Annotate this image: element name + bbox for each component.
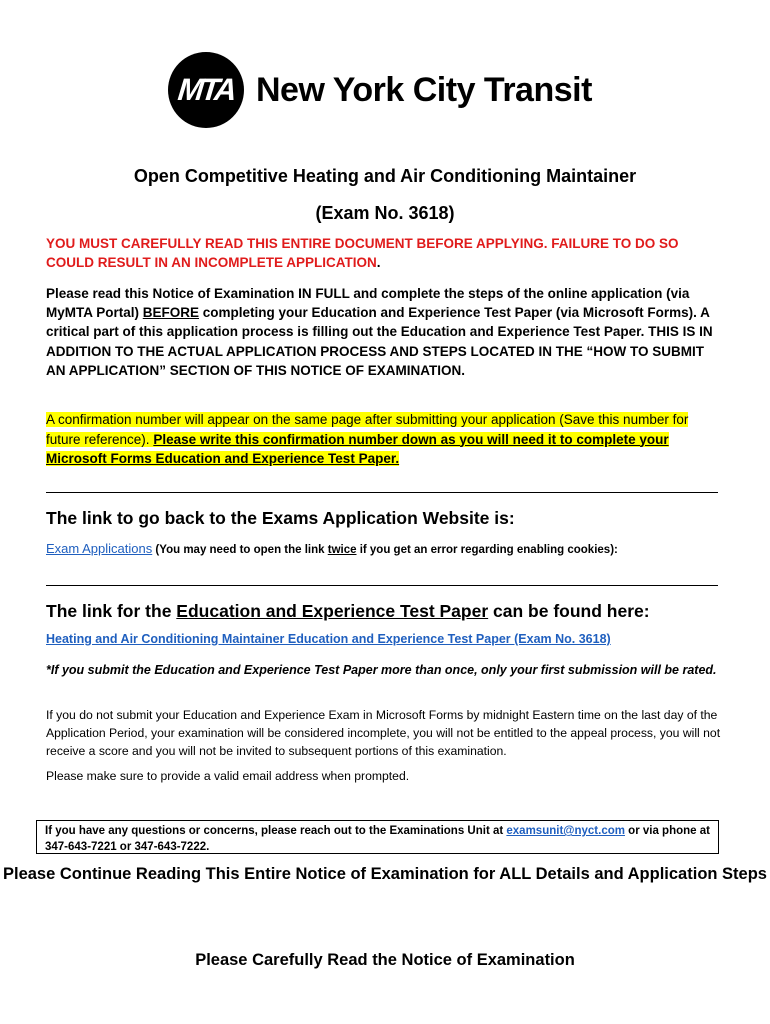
warning-text: YOU MUST CAREFULLY READ THIS ENTIRE DOCUMENT BEFORE APPLYING. FAILURE TO DO SO COULD RESULT IN AN INCOMPLETE APPLICATION. (46, 236, 679, 270)
instructions-paragraph: Please read this Notice of Examination IN FULL and complete the steps of the online application (via MyMTA Portal) BEFORE completing your Education and Experience Test Paper (via Microsoft Forms). A critical part of this application process is filling out the Education and Experience Test Paper. THIS IS IN ADDITION TO THE ACTUAL APPLICATION PROCESS AND STEPS LOCATED IN THE “HOW TO SUBMIT AN APPLICATION” SECTION OF THIS NOTICE OF EXAMINATION. (46, 286, 713, 378)
mta-logo (168, 45, 608, 135)
submission-note: *If you submit the Education and Experience Test Paper more than once, only your first submission will be rated. (46, 663, 717, 677)
footer-text: Please Carefully Read the Notice of Examination (195, 951, 575, 969)
test-paper-link-line (46, 632, 611, 646)
exams-link-heading: The link to go back to the Exams Application Website is: (46, 508, 515, 528)
exam-number: (Exam No. 3618) (315, 203, 455, 223)
exams-link-line: Exam Applications (You may need to open the link twice if you get an error regarding enabling cookies): (46, 541, 618, 556)
mta-logo-icon: MTA (168, 52, 244, 128)
continue-reading-text: Please Continue Reading This Entire Notice of Examination for ALL Details and Application Steps (2, 865, 767, 883)
divider (46, 585, 718, 586)
page-title: Open Competitive Heating and Air Conditioning Maintainer (133, 166, 637, 186)
divider (46, 492, 718, 493)
exam-applications-link[interactable]: Exam Applications (46, 541, 153, 556)
email-note: Please make sure to provide a valid email address when prompted. (46, 769, 410, 783)
test-paper-link[interactable]: Heating and Air Conditioning Maintainer Education and Experience Test Paper (Exam No. 3618) (46, 632, 611, 646)
logo-text: New York City Transit (256, 70, 592, 109)
deadline-paragraph: If you do not submit your Education and Experience Exam in Microsoft Forms by midnight Eastern time on the last day of the Application Period, your examination will be considered incomplete, you will not be entitled to the appeal process, you will not receive a score and you will not be invited to subsequent portions of this examination. (46, 708, 721, 758)
test-paper-heading: The link for the Education and Experience Test Paper can be found here: (46, 601, 650, 621)
confirmation-paragraph: A confirmation number will appear on the same page after submitting your application (Save this number for future reference). Please write this confirmation number down as you will need it to complete your Microsoft Forms Education and Experience Test Paper. (46, 412, 689, 466)
contact-box: If you have any questions or concerns, please reach out to the Examinations Unit at examsunit@nyct.com or via phone at 347-643-7221 or 347-643-7222. (36, 820, 719, 854)
contact-email-link[interactable]: examsunit@nyct.com (506, 825, 625, 837)
